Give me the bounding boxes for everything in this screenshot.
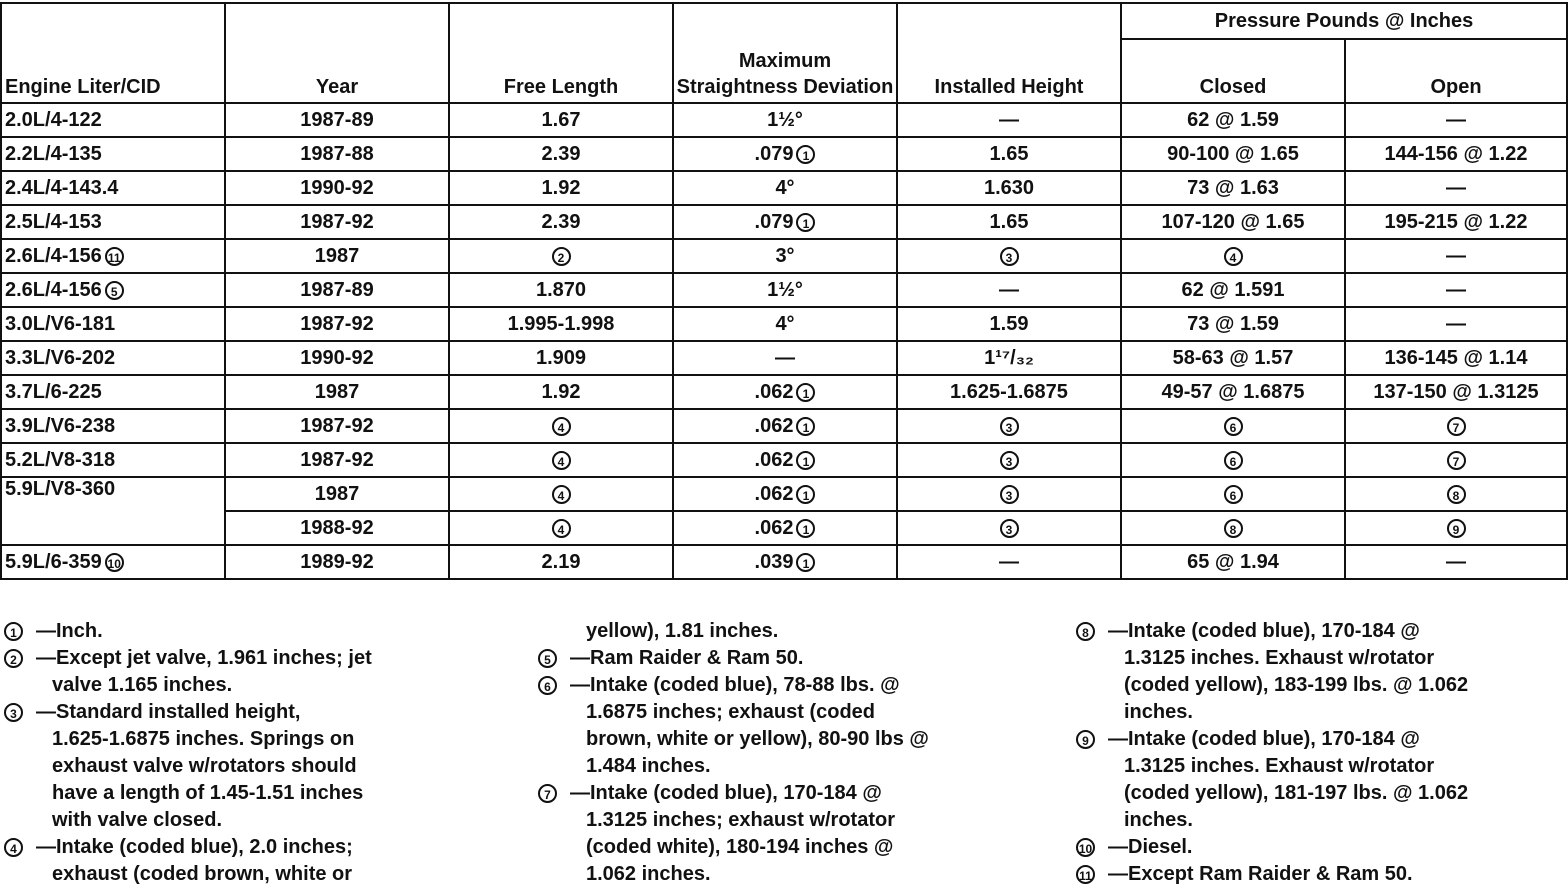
year-cell-text: 1990-92 bbox=[300, 176, 374, 199]
footnote bbox=[0, 645, 520, 699]
open-pressure-cell bbox=[1345, 205, 1567, 239]
year-cell-text: 1987 bbox=[314, 482, 360, 505]
footnote-line: (coded yellow), 183-199 lbs. @ 1.062 bbox=[1124, 674, 1469, 696]
footnote-marker: 3 bbox=[1000, 247, 1019, 266]
closed-pressure-cell bbox=[1121, 477, 1345, 511]
year-cell-text: 1987-92 bbox=[300, 312, 374, 335]
straightness-cell bbox=[673, 239, 897, 273]
footnote-line: 1.625-1.6875 inches. Springs on bbox=[52, 728, 355, 750]
open-pressure-cell bbox=[1345, 137, 1567, 171]
engine-cell-text: 2.5L/4-153 bbox=[5, 210, 102, 233]
year-cell bbox=[225, 375, 449, 409]
installed-height-cell-text: 1.65 bbox=[989, 210, 1029, 233]
engine-cell bbox=[1, 205, 225, 239]
closed-pressure-cell bbox=[1121, 239, 1345, 273]
free-length-cell bbox=[449, 375, 673, 409]
open-pressure-cell bbox=[1345, 511, 1567, 545]
year-cell bbox=[225, 273, 449, 307]
straightness-cell bbox=[673, 137, 897, 171]
year-header: Year bbox=[225, 3, 449, 103]
footnote-line: —Diesel. bbox=[1108, 836, 1193, 858]
footnotes-col-2 bbox=[534, 618, 1054, 888]
straightness-cell bbox=[673, 341, 897, 375]
engine-cell bbox=[1, 545, 225, 579]
installed-height-cell bbox=[897, 375, 1121, 409]
free-length-cell bbox=[449, 239, 673, 273]
footnote-marker: 4 bbox=[552, 519, 571, 538]
engine-cell bbox=[1, 443, 225, 477]
straightness-cell bbox=[673, 409, 897, 443]
free-length-header: Free Length bbox=[449, 3, 673, 103]
table-row bbox=[1, 239, 1567, 273]
footnote bbox=[0, 618, 520, 645]
table-row bbox=[1, 103, 1567, 137]
straightness-cell-text: 4° bbox=[775, 176, 795, 199]
straightness-cell-text: .062 bbox=[754, 482, 794, 505]
straightness-cell bbox=[673, 171, 897, 205]
engine-cell bbox=[1, 137, 225, 171]
straightness-cell-text: 1½° bbox=[767, 278, 803, 301]
engine-cell bbox=[1, 375, 225, 409]
engine-cell-text: 3.0L/V6-181 bbox=[5, 312, 116, 335]
footnote-continuation: yellow), 1.81 inches. bbox=[586, 620, 779, 642]
installed-height-cell bbox=[897, 205, 1121, 239]
engine-cell bbox=[1, 239, 225, 273]
year-cell bbox=[225, 239, 449, 273]
footnote-line: valve 1.165 inches. bbox=[52, 674, 233, 696]
footnote-line: —Intake (coded blue), 78-88 lbs. @ bbox=[570, 674, 900, 696]
year-cell bbox=[225, 545, 449, 579]
footnote-marker: 1 bbox=[796, 519, 815, 538]
open-pressure-cell bbox=[1345, 307, 1567, 341]
open-pressure-cell-text: — bbox=[1446, 176, 1466, 199]
footnote-marker: 4 bbox=[552, 417, 571, 436]
installed-height-cell bbox=[897, 409, 1121, 443]
installed-height-cell bbox=[897, 307, 1121, 341]
footnote-number: 5 bbox=[538, 649, 557, 668]
open-pressure-cell-text: 144-156 @ 1.22 bbox=[1384, 142, 1528, 165]
free-length-cell-text: 2.19 bbox=[541, 550, 581, 573]
footnote-line: —Intake (coded blue), 2.0 inches; bbox=[36, 836, 353, 858]
straightness-cell bbox=[673, 443, 897, 477]
closed-pressure-cell bbox=[1121, 443, 1345, 477]
closed-pressure-cell bbox=[1121, 307, 1345, 341]
straightness-cell-text: .062 bbox=[754, 448, 794, 471]
footnote-line: inches. bbox=[1124, 809, 1193, 831]
engine-cell bbox=[1, 341, 225, 375]
straightness-cell bbox=[673, 273, 897, 307]
footnote-marker: 1 bbox=[796, 417, 815, 436]
footnote-number: 2 bbox=[4, 649, 23, 668]
footnote bbox=[1072, 726, 1568, 834]
straightness-cell bbox=[673, 545, 897, 579]
footnote-line: —Except jet valve, 1.961 inches; jet bbox=[36, 647, 372, 669]
installed-height-cell-text: 1.65 bbox=[989, 142, 1029, 165]
open-pressure-cell-text: 136-145 @ 1.14 bbox=[1384, 346, 1528, 369]
footnote-marker: 1 bbox=[796, 145, 815, 164]
footnote-marker: 4 bbox=[552, 485, 571, 504]
footnote-line: exhaust valve w/rotators should bbox=[52, 755, 357, 777]
engine-cell-text: 2.0L/4-122 bbox=[5, 108, 102, 131]
table-row bbox=[1, 341, 1567, 375]
straightness-cell-text: 3° bbox=[775, 244, 795, 267]
year-cell bbox=[225, 103, 449, 137]
free-length-cell-text: 2.39 bbox=[541, 210, 581, 233]
footnote bbox=[1072, 861, 1568, 888]
footnote bbox=[0, 834, 520, 888]
straightness-cell-text: — bbox=[775, 346, 795, 369]
footnote-line: —Inch. bbox=[36, 620, 103, 642]
open-pressure-cell bbox=[1345, 341, 1567, 375]
free-length-cell-text: 1.995-1.998 bbox=[507, 312, 615, 335]
footnote-line: 1.6875 inches; exhaust (coded bbox=[586, 701, 876, 723]
installed-height-cell bbox=[897, 545, 1121, 579]
year-cell bbox=[225, 307, 449, 341]
year-cell bbox=[225, 443, 449, 477]
year-cell bbox=[225, 409, 449, 443]
year-cell-text: 1989-92 bbox=[300, 550, 374, 573]
closed-pressure-cell bbox=[1121, 205, 1345, 239]
engine-cell-text: 2.6L/4-156 bbox=[5, 244, 102, 267]
year-cell-text: 1987 bbox=[314, 380, 360, 403]
open-pressure-cell bbox=[1345, 545, 1567, 579]
footnote bbox=[0, 699, 520, 834]
footnote-marker: 3 bbox=[1000, 519, 1019, 538]
free-length-cell bbox=[449, 409, 673, 443]
straightness-cell bbox=[673, 511, 897, 545]
closed-pressure-cell bbox=[1121, 273, 1345, 307]
footnote-line: 1.3125 inches. Exhaust w/rotator bbox=[1124, 755, 1435, 777]
installed-height-cell bbox=[897, 137, 1121, 171]
footnote-marker: 1 bbox=[796, 383, 815, 402]
engine-cell bbox=[1, 409, 225, 443]
installed-height-cell bbox=[897, 443, 1121, 477]
table-row bbox=[1, 137, 1567, 171]
engine-cell bbox=[1, 273, 225, 307]
year-cell-text: 1988-92 bbox=[300, 516, 374, 539]
table-row bbox=[1, 477, 1567, 511]
closed-pressure-cell bbox=[1121, 341, 1345, 375]
engine-cell-text: 2.2L/4-135 bbox=[5, 142, 102, 165]
table-row bbox=[1, 409, 1567, 443]
open-pressure-cell-text: 137-150 @ 1.3125 bbox=[1373, 380, 1539, 403]
installed-height-cell-text: 1¹⁷/₃₂ bbox=[984, 346, 1034, 369]
engine-header: Engine Liter/CID bbox=[1, 3, 225, 103]
straightness-cell bbox=[673, 103, 897, 137]
engine-cell-text: 5.9L/V8-360 bbox=[5, 478, 116, 500]
free-length-cell bbox=[449, 103, 673, 137]
footnote-line: brown, white or yellow), 80-90 lbs @ bbox=[586, 728, 929, 750]
table-row bbox=[1, 511, 1567, 545]
footnote-number: 10 bbox=[1076, 838, 1095, 857]
closed-pressure-cell-text: 49-57 @ 1.6875 bbox=[1161, 380, 1305, 403]
straightness-cell bbox=[673, 205, 897, 239]
footnote-line: —Standard installed height, bbox=[36, 701, 301, 723]
year-cell-text: 1987 bbox=[314, 244, 360, 267]
straightness-cell bbox=[673, 477, 897, 511]
footnote-marker: 8 bbox=[1224, 519, 1243, 538]
straightness-cell bbox=[673, 375, 897, 409]
open-pressure-cell bbox=[1345, 103, 1567, 137]
footnote-marker: 7 bbox=[1447, 451, 1466, 470]
free-length-cell-text: 2.39 bbox=[541, 142, 581, 165]
straightness-cell bbox=[673, 307, 897, 341]
open-pressure-cell bbox=[1345, 477, 1567, 511]
installed-height-cell-text: 1.630 bbox=[983, 176, 1035, 199]
closed-pressure-cell bbox=[1121, 171, 1345, 205]
footnote bbox=[534, 645, 1054, 672]
year-cell bbox=[225, 137, 449, 171]
installed-height-cell-text: — bbox=[999, 278, 1019, 301]
engine-cell-text: 3.7L/6-225 bbox=[5, 380, 102, 403]
year-cell bbox=[225, 205, 449, 239]
free-length-cell bbox=[449, 137, 673, 171]
closed-pressure-cell bbox=[1121, 545, 1345, 579]
engine-cell-text: 5.9L/6-359 bbox=[5, 550, 102, 573]
footnote-marker: 4 bbox=[552, 451, 571, 470]
footnote-marker: 2 bbox=[552, 247, 571, 266]
engine-cell bbox=[1, 477, 225, 511]
free-length-cell bbox=[449, 545, 673, 579]
closed-pressure-cell-text: 90-100 @ 1.65 bbox=[1167, 142, 1299, 165]
free-length-cell bbox=[449, 341, 673, 375]
footnote-number: 9 bbox=[1076, 730, 1095, 749]
year-cell bbox=[225, 341, 449, 375]
footnote-line: inches. bbox=[1124, 701, 1193, 723]
footnote-line: have a length of 1.45-1.51 inches bbox=[52, 782, 364, 804]
installed-height-cell-text: 1.625-1.6875 bbox=[950, 380, 1068, 403]
closed-pressure-cell-text: 62 @ 1.59 bbox=[1187, 108, 1279, 131]
engine-cell bbox=[1, 171, 225, 205]
closed-pressure-cell bbox=[1121, 409, 1345, 443]
open-pressure-cell bbox=[1345, 171, 1567, 205]
year-cell-text: 1987-89 bbox=[300, 278, 374, 301]
engine-cell-text: 2.6L/4-156 bbox=[5, 278, 102, 301]
footnote-line: 1.484 inches. bbox=[586, 755, 711, 777]
closed-pressure-cell-text: 58-63 @ 1.57 bbox=[1172, 346, 1294, 369]
year-cell-text: 1987-92 bbox=[300, 414, 374, 437]
footnote bbox=[534, 672, 1054, 780]
table-row bbox=[1, 205, 1567, 239]
footnote-line: —Except Ram Raider & Ram 50. bbox=[1108, 863, 1413, 885]
footnote-marker: 7 bbox=[1447, 417, 1466, 436]
open-pressure-cell-text: — bbox=[1446, 550, 1466, 573]
footnote-line: 1.3125 inches; exhaust w/rotator bbox=[586, 809, 896, 831]
installed-height-cell bbox=[897, 341, 1121, 375]
engine-cell-text: 2.4L/4-143.4 bbox=[5, 176, 119, 199]
open-header: Open bbox=[1345, 39, 1567, 103]
valve-spring-spec-table bbox=[0, 2, 1568, 580]
closed-pressure-cell-text: 73 @ 1.59 bbox=[1187, 312, 1279, 335]
year-cell-text: 1987-88 bbox=[300, 142, 374, 165]
footnote-line: —Intake (coded blue), 170-184 @ bbox=[1108, 728, 1420, 750]
free-length-cell-text: 1.909 bbox=[535, 346, 587, 369]
installed-height-cell-text: 1.59 bbox=[989, 312, 1029, 335]
free-length-cell bbox=[449, 443, 673, 477]
free-length-cell bbox=[449, 511, 673, 545]
footnote bbox=[1072, 618, 1568, 726]
year-cell-text: 1987-92 bbox=[300, 448, 374, 471]
installed-height-cell bbox=[897, 239, 1121, 273]
closed-pressure-cell bbox=[1121, 511, 1345, 545]
spec-table-body bbox=[1, 103, 1567, 579]
table-row bbox=[1, 273, 1567, 307]
straightness-cell-text: .079 bbox=[754, 210, 794, 233]
closed-pressure-cell-text: 65 @ 1.94 bbox=[1187, 550, 1279, 573]
footnote-line: (coded yellow), 181-197 lbs. @ 1.062 bbox=[1124, 782, 1469, 804]
footnote-marker: 11 bbox=[105, 247, 124, 266]
footnote-marker: 1 bbox=[796, 485, 815, 504]
installed-height-cell bbox=[897, 171, 1121, 205]
footnote-number: 8 bbox=[1076, 622, 1095, 641]
closed-pressure-cell-text: 107-120 @ 1.65 bbox=[1161, 210, 1305, 233]
installed-height-header: Installed Height bbox=[897, 3, 1121, 103]
open-pressure-cell bbox=[1345, 375, 1567, 409]
free-length-cell bbox=[449, 205, 673, 239]
footnote-line: 1.3125 inches. Exhaust w/rotator bbox=[1124, 647, 1435, 669]
footnote-marker: 9 bbox=[1447, 519, 1466, 538]
footnote-line: (coded white), 180-194 inches @ bbox=[586, 836, 894, 858]
open-pressure-cell bbox=[1345, 273, 1567, 307]
installed-height-cell bbox=[897, 477, 1121, 511]
free-length-cell-text: 1.870 bbox=[535, 278, 587, 301]
footnotes bbox=[0, 618, 1568, 888]
free-length-cell bbox=[449, 307, 673, 341]
straightness-cell-text: .062 bbox=[754, 380, 794, 403]
footnote-marker: 3 bbox=[1000, 451, 1019, 470]
straightness-cell-text: 1½° bbox=[767, 108, 803, 131]
straightness-cell-text: .079 bbox=[754, 142, 794, 165]
open-pressure-cell-text: — bbox=[1446, 312, 1466, 335]
footnotes-col-3 bbox=[1072, 618, 1568, 888]
free-length-cell bbox=[449, 273, 673, 307]
engine-cell-text: 5.2L/V8-318 bbox=[5, 448, 116, 471]
table-row bbox=[1, 307, 1567, 341]
footnote-marker: 3 bbox=[1000, 417, 1019, 436]
footnote-number: 1 bbox=[4, 622, 23, 641]
engine-cell bbox=[1, 307, 225, 341]
open-pressure-cell-text: — bbox=[1446, 244, 1466, 267]
footnote-line: —Intake (coded blue), 170-184 @ bbox=[570, 782, 882, 804]
footnote-marker: 3 bbox=[1000, 485, 1019, 504]
year-cell bbox=[225, 511, 449, 545]
closed-pressure-cell bbox=[1121, 103, 1345, 137]
open-pressure-cell bbox=[1345, 409, 1567, 443]
footnote-line: 1.062 inches. bbox=[586, 863, 711, 885]
year-cell-text: 1987-92 bbox=[300, 210, 374, 233]
pressure-group-header: Pressure Pounds @ Inches bbox=[1121, 3, 1567, 39]
closed-pressure-cell bbox=[1121, 375, 1345, 409]
year-cell-text: 1987-89 bbox=[300, 108, 374, 131]
free-length-cell bbox=[449, 477, 673, 511]
free-length-cell-text: 1.67 bbox=[541, 108, 581, 131]
footnote bbox=[1072, 834, 1568, 861]
max-straightness-header: Maximum Straightness Deviation bbox=[673, 3, 897, 103]
engine-cell bbox=[1, 511, 225, 545]
installed-height-cell bbox=[897, 273, 1121, 307]
footnote-marker: 10 bbox=[105, 553, 124, 572]
free-length-cell-text: 1.92 bbox=[541, 176, 581, 199]
footnote-marker: 1 bbox=[796, 213, 815, 232]
footnote-marker: 1 bbox=[796, 451, 815, 470]
open-pressure-cell bbox=[1345, 239, 1567, 273]
footnote-marker: 1 bbox=[796, 553, 815, 572]
free-length-cell bbox=[449, 171, 673, 205]
footnote-marker: 6 bbox=[1224, 417, 1243, 436]
straightness-cell-text: .039 bbox=[754, 550, 794, 573]
straightness-cell-text: .062 bbox=[754, 414, 794, 437]
footnote-marker: 6 bbox=[1224, 451, 1243, 470]
footnote-number: 3 bbox=[4, 703, 23, 722]
footnote-marker: 8 bbox=[1447, 485, 1466, 504]
installed-height-cell bbox=[897, 511, 1121, 545]
year-cell bbox=[225, 477, 449, 511]
footnote-number: 7 bbox=[538, 784, 557, 803]
year-cell-text: 1990-92 bbox=[300, 346, 374, 369]
footnotes-col-1 bbox=[0, 618, 520, 888]
table-row bbox=[1, 545, 1567, 579]
straightness-cell-text: 4° bbox=[775, 312, 795, 335]
table-row bbox=[1, 375, 1567, 409]
footnote-number: 4 bbox=[4, 838, 23, 857]
open-pressure-cell-text: 195-215 @ 1.22 bbox=[1384, 210, 1528, 233]
installed-height-cell-text: — bbox=[999, 108, 1019, 131]
footnote-number: 11 bbox=[1076, 865, 1095, 884]
closed-pressure-cell-text: 73 @ 1.63 bbox=[1187, 176, 1279, 199]
engine-cell-text: 3.3L/V6-202 bbox=[5, 346, 116, 369]
closed-header: Closed bbox=[1121, 39, 1345, 103]
engine-cell-text: 3.9L/V6-238 bbox=[5, 414, 116, 437]
footnote-marker: 4 bbox=[1224, 247, 1243, 266]
open-pressure-cell-text: — bbox=[1446, 278, 1466, 301]
open-pressure-cell-text: — bbox=[1446, 108, 1466, 131]
installed-height-cell-text: — bbox=[999, 550, 1019, 573]
footnote-number: 6 bbox=[538, 676, 557, 695]
closed-pressure-cell bbox=[1121, 137, 1345, 171]
engine-cell bbox=[1, 103, 225, 137]
footnote-line: —Intake (coded blue), 170-184 @ bbox=[1108, 620, 1420, 642]
table-row bbox=[1, 443, 1567, 477]
table-row bbox=[1, 171, 1567, 205]
closed-pressure-cell-text: 62 @ 1.591 bbox=[1181, 278, 1285, 301]
footnote bbox=[534, 780, 1054, 888]
footnote-marker: 6 bbox=[1224, 485, 1243, 504]
installed-height-cell bbox=[897, 103, 1121, 137]
footnote-line: exhaust (coded brown, white or bbox=[52, 863, 353, 885]
open-pressure-cell bbox=[1345, 443, 1567, 477]
footnote-line: with valve closed. bbox=[52, 809, 223, 831]
footnote-marker: 5 bbox=[105, 281, 124, 300]
year-cell bbox=[225, 171, 449, 205]
straightness-cell-text: .062 bbox=[754, 516, 794, 539]
free-length-cell-text: 1.92 bbox=[541, 380, 581, 403]
footnote-line: —Ram Raider & Ram 50. bbox=[570, 647, 804, 669]
